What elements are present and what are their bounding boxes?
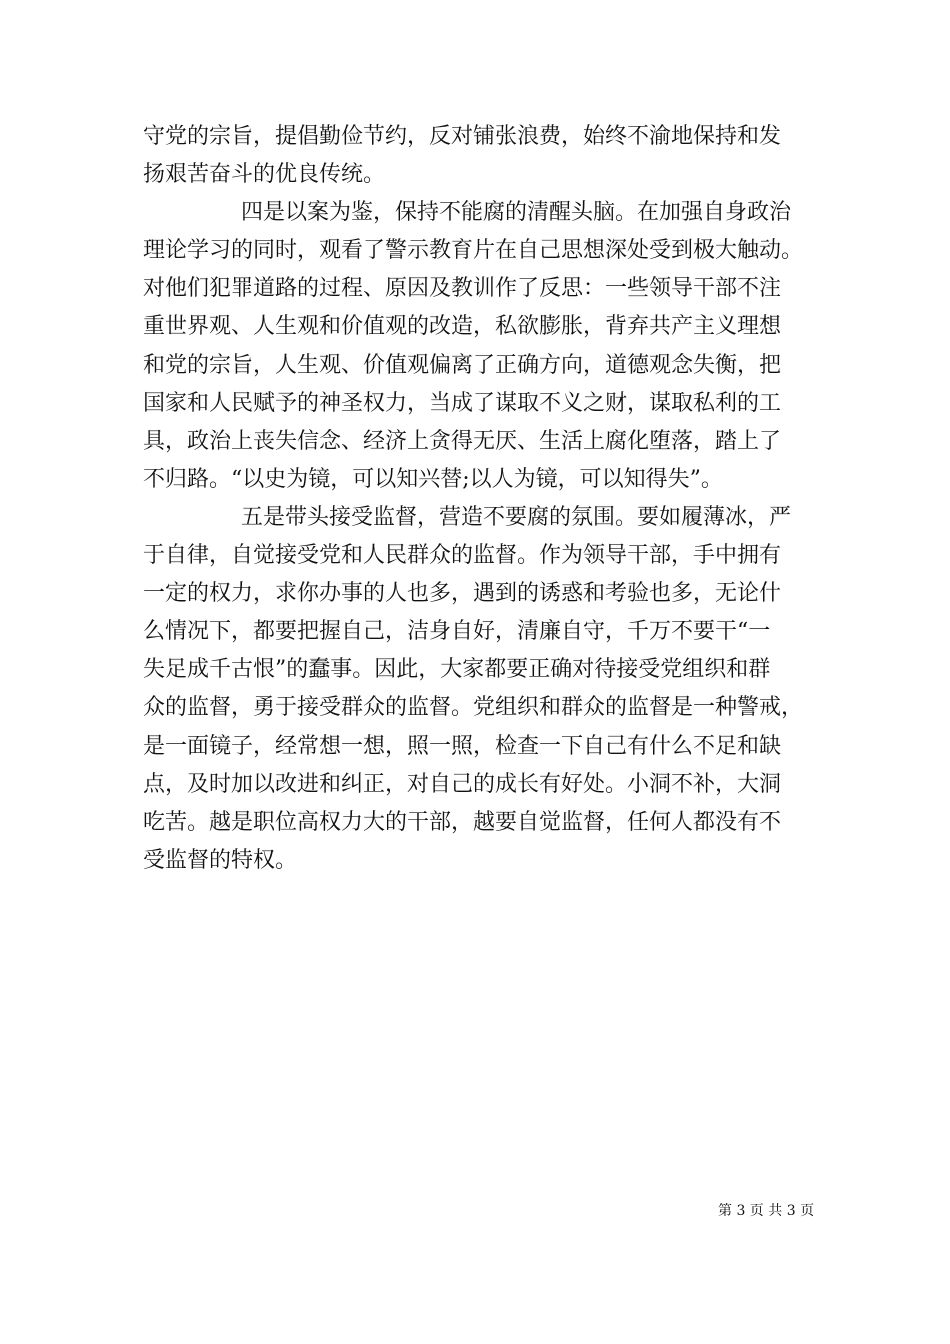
text-line-16: 众的监督，勇于接受群众的监督。党组织和群众的监督是一种警戒， [143,695,804,721]
text-line-12: 于自律，自觉接受党和人民群众的监督。作为领导干部，手中拥有 [143,543,782,569]
text-line-4: 理论学习的同时，观看了警示教育片在自己思想深处受到极大触动。 [143,238,804,264]
text-line-17: 是一面镜子，经常想一想，照一照，检查一下自己有什么不足和缺 [143,733,782,759]
text-line-10: 不归路。“以史为镜，可以知兴替;以人为镜，可以知得失”。 [143,466,723,492]
text-line-5: 对他们犯罪道路的过程、原因及教训作了反思：一些领导干部不注 [143,276,782,302]
text-line-19: 吃苦。越是职位高权力大的干部，越要自觉监督，任何人都没有不 [143,809,782,835]
text-line-1: 守党的宗旨，提倡勤俭节约，反对铺张浪费，始终不渝地保持和发 [143,124,782,149]
body-text [143,118,823,880]
text-line-2: 扬艰苦奋斗的优良传统。 [143,162,386,188]
text-line-6: 重世界观、人生观和价值观的改造，私欲膨胀，背弃共产主义理想 [143,314,782,340]
text-line-18: 点，及时加以改进和纠正，对自己的成长有好处。小洞不补，大洞 [143,771,782,797]
text-line-11: 五是带头接受监督，营造不要腐的氛围。要如履薄冰，严 [241,504,792,530]
text-line-15: 失足成千古恨”的蠢事。因此，大家都要正确对待接受党组织和群 [143,657,771,683]
text-line-7: 和党的宗旨，人生观、价值观偏离了正确方向，道德观念失衡，把 [143,352,782,378]
text-line-20: 受监督的特权。 [143,847,298,873]
text-line-14: 么情况下，都要把握自己，洁身自好，清廉自守，千万不要干“一 [143,619,771,645]
text-line-9: 具，政治上丧失信念、经济上贪得无厌、生活上腐化堕落，踏上了 [143,428,782,454]
text-line-13: 一定的权力，求你办事的人也多，遇到的诱惑和考验也多，无论什 [143,581,782,607]
text-line-3: 四是以案为鉴，保持不能腐的清醒头脑。在加强自身政治 [241,200,792,226]
text-line-8: 国家和人民赋予的神圣权力，当成了谋取不义之财，谋取私利的工 [143,390,782,416]
page-number: 第 3 页 共 3 页 [718,1203,815,1219]
